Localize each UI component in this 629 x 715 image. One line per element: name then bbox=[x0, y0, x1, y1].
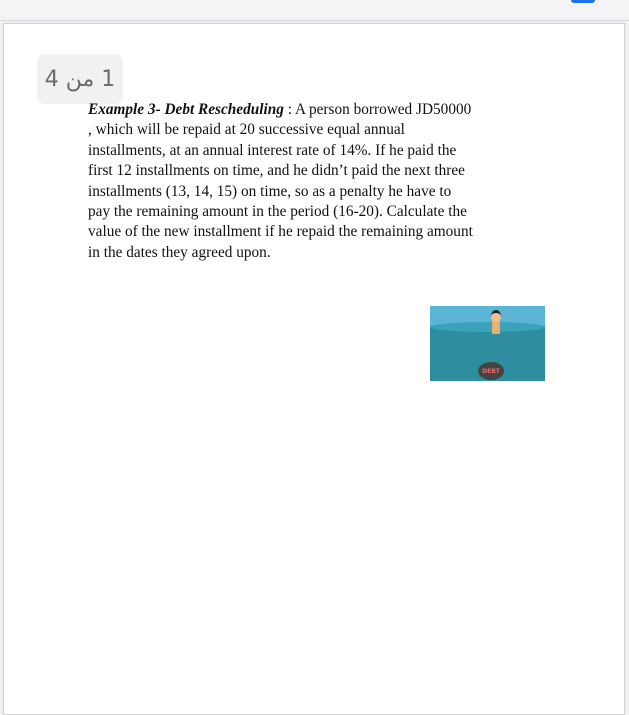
water-surface bbox=[430, 322, 545, 332]
text-line: pay the remaining amount in the period (16-20). Calculate the bbox=[88, 203, 467, 221]
text-line: first 12 installments on time, and he didn’t paid the next three bbox=[88, 162, 465, 180]
text-line: value of the new installment if he repaid the remaining amount bbox=[88, 223, 473, 241]
example-text bbox=[88, 100, 548, 263]
document-page bbox=[3, 23, 625, 715]
drowning-man-icon bbox=[490, 310, 502, 340]
viewer-toolbar bbox=[0, 0, 629, 21]
first-line-text: : A person borrowed JD50000 bbox=[283, 101, 472, 118]
text-line: in the dates they agreed upon. bbox=[88, 243, 271, 261]
example-title: Example 3- Debt Rescheduling bbox=[88, 101, 284, 118]
text-line: , which will be repaid at 20 successive equal annual bbox=[88, 121, 405, 139]
man-body bbox=[492, 322, 500, 334]
toolbar-button[interactable] bbox=[571, 0, 595, 3]
text-line bbox=[88, 100, 548, 120]
drowning-in-debt-illustration bbox=[430, 306, 545, 381]
text-line: installments, at an annual interest rate of 14%. If he paid the bbox=[88, 141, 457, 159]
page-indicator: 1 من 4 bbox=[37, 54, 123, 104]
debt-ball: DEBT bbox=[478, 362, 504, 380]
text-line: installments (13, 14, 15) on time, so as a penalty he have to bbox=[88, 182, 452, 200]
